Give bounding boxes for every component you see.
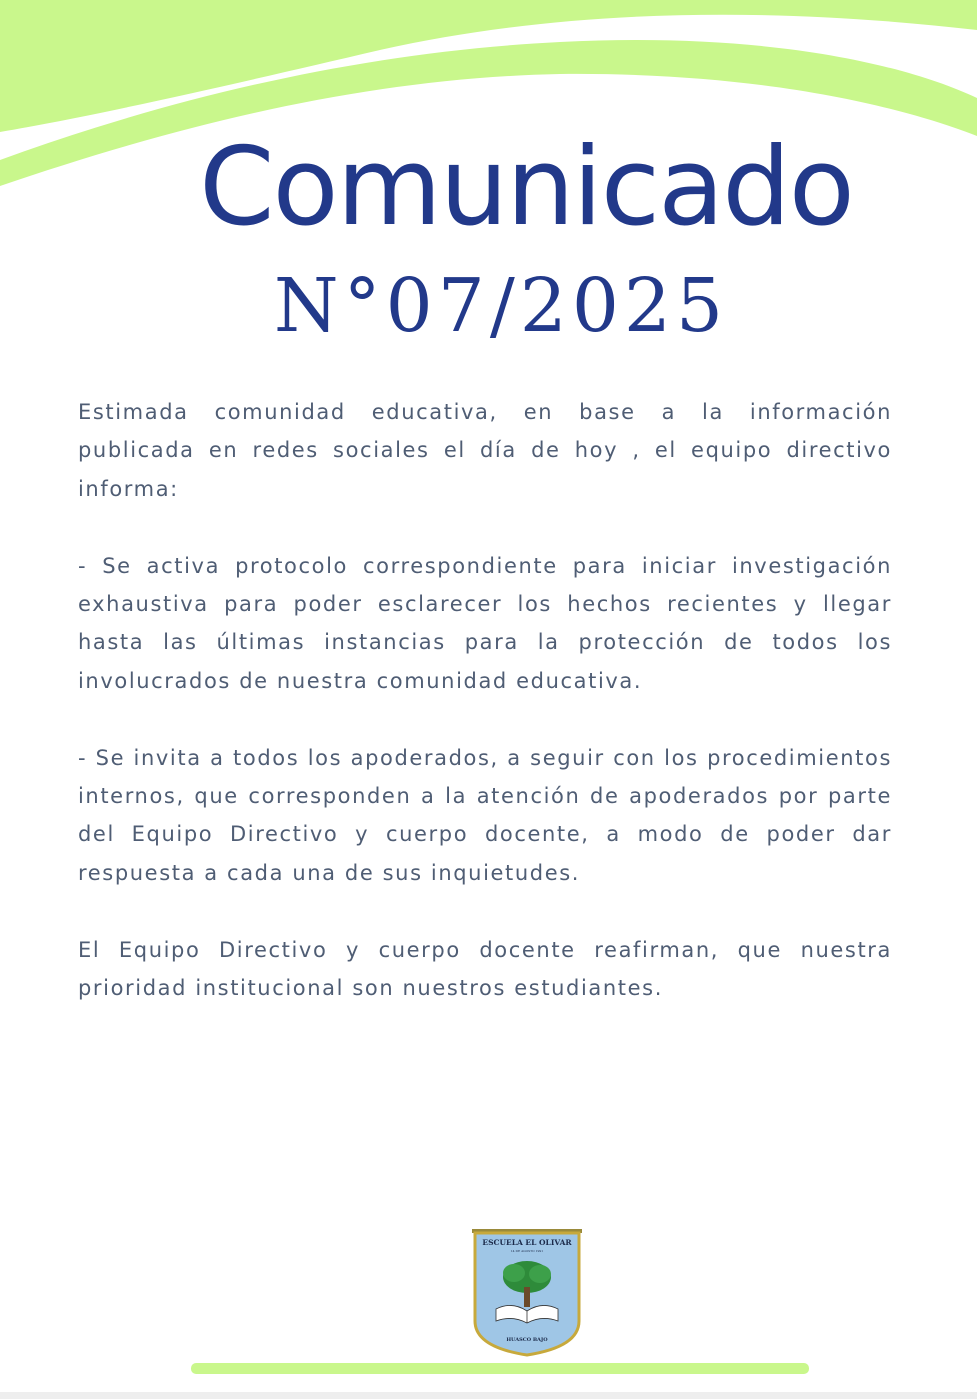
- communique-body: [78, 393, 892, 1046]
- protocol-paragraph: - Se activa protocolo correspondiente para iniciar investigación exhaustiva para poder esclarecer los hechos recientes y llegar hasta las últimas instancias para la protección de todos los involucrados de nuestra comunidad educativa.: [78, 553, 892, 693]
- crest-location: HUASCO BAJO: [506, 1337, 548, 1343]
- bottom-edge-strip: [0, 1392, 977, 1399]
- crest-subtitle: 14 DE AGOSTO 1991: [510, 1249, 544, 1253]
- footer-accent-bar: [191, 1363, 809, 1374]
- guardians-paragraph: - Se invita a todos los apoderados, a seguir con los procedimientos internos, que corresponden a la atención de apoderados por parte del Equipo Directivo y cuerpo docente, a modo de poder dar respuesta a cada una de sus inquietudes.: [78, 745, 892, 885]
- closing-paragraph: El Equipo Directivo y cuerpo docente reafirman, que nuestra prioridad institucional son nuestros estudiantes.: [78, 937, 892, 1001]
- intro-paragraph: Estimada comunidad educativa, en base a la información publicada en redes sociales el día de hoy , el equipo directivo informa:: [78, 400, 892, 501]
- page-title: Comunicado: [199, 125, 853, 250]
- school-crest-logo: [472, 1229, 582, 1357]
- crest-school-name: ESCUELA EL OLIVAR: [482, 1238, 572, 1247]
- communique-number: N°07/2025: [273, 263, 729, 349]
